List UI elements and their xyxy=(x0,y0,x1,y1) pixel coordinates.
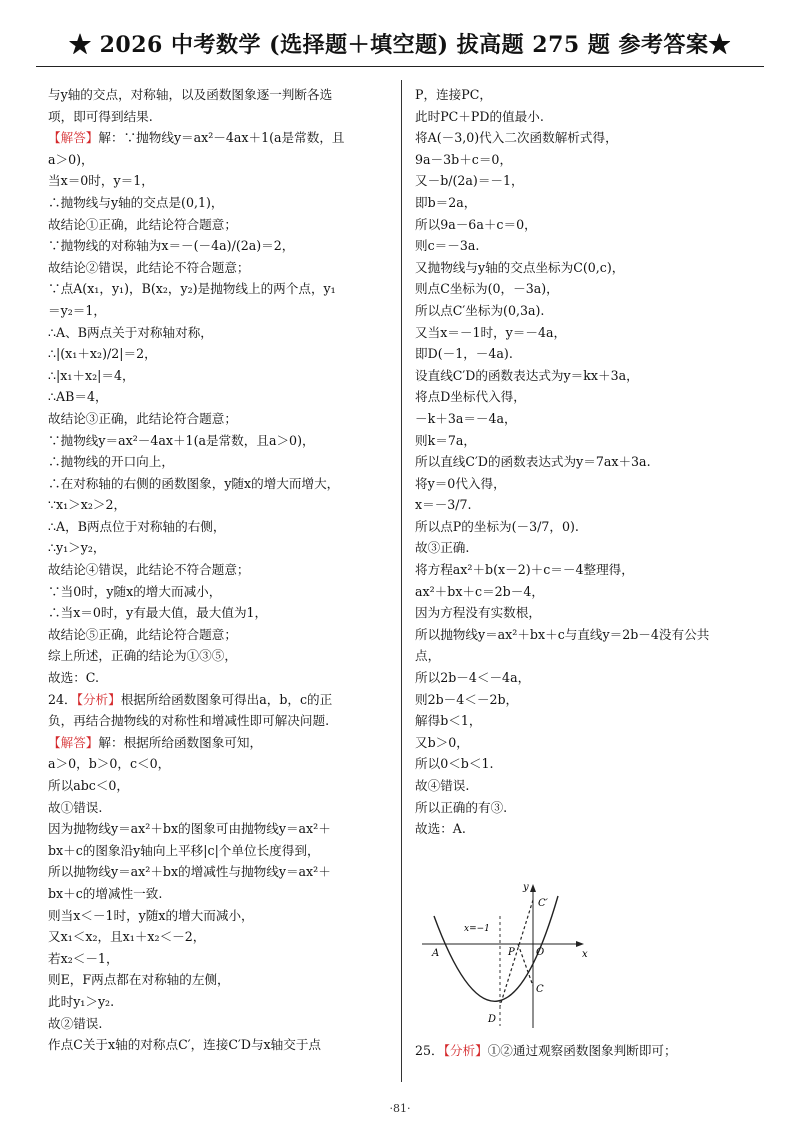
text-line xyxy=(415,494,765,516)
line-text: 则E，F两点都在对称轴的左侧， xyxy=(48,972,230,988)
text-line xyxy=(48,214,386,236)
line-text: 则点C坐标为(0，－3a)， xyxy=(415,281,559,297)
text-line xyxy=(415,235,765,257)
line-text: 故结论①正确，此结论符合题意； xyxy=(48,216,237,232)
line-text: ∴A，B两点位于对称轴的右侧， xyxy=(48,518,226,534)
analysis-text: ①②通过观察函数图象判断即可； xyxy=(487,1043,677,1058)
line-text: 又－b/(2a)＝－1， xyxy=(415,173,524,189)
line-text: 此时y₁＞y₂. xyxy=(48,993,115,1009)
text-line xyxy=(48,257,386,279)
x-axis-arrow xyxy=(576,941,584,947)
text-line xyxy=(415,343,765,365)
text-line xyxy=(415,192,765,214)
line-text: 则当x＜－1时，y随x的增大而减小， xyxy=(48,907,254,923)
text-line xyxy=(415,408,765,430)
line-text: 故③正确. xyxy=(415,540,470,556)
text-line xyxy=(48,278,386,300)
text-line xyxy=(48,192,386,214)
text-line xyxy=(48,861,386,883)
text-line xyxy=(48,1034,386,1056)
line-text: ∵抛物线的对称轴为x＝－(－4a)/(2a)＝2， xyxy=(48,238,295,254)
line-text: 即D(－1，－4a). xyxy=(415,346,513,362)
answer-tag: 【解答】 xyxy=(48,734,99,750)
text-line xyxy=(415,732,765,754)
text-line xyxy=(48,127,386,149)
line-text: 作点C关于x轴的对称点C′，连接C′D与x轴交于点 xyxy=(48,1037,322,1053)
label-x: x xyxy=(582,949,588,960)
text-line xyxy=(48,645,386,667)
text-line xyxy=(415,710,765,732)
text-line xyxy=(415,127,765,149)
line-text: 故结论⑤正确，此结论符合题意； xyxy=(48,626,237,642)
text-line xyxy=(48,710,386,732)
text-line xyxy=(415,645,765,667)
question-number: 25． xyxy=(415,1043,444,1058)
text-line xyxy=(48,537,386,559)
line-text: 故①错误. xyxy=(48,799,103,815)
text-line xyxy=(48,905,386,927)
label-c: C xyxy=(536,984,544,995)
line-text: ∵点A(x₁，y₁)，B(x₂，y₂)是抛物线上的两个点，y₁ xyxy=(48,281,336,297)
text-line xyxy=(415,365,765,387)
line-text: 所以点P的坐标为(－3/7，0). xyxy=(415,518,579,534)
line-text: ∵当0时，y随x的增大而减小， xyxy=(48,583,222,599)
line-text: 项，即可得到结果. xyxy=(48,108,153,124)
line-text: ∴在对称轴的右侧的函数图象，y随x的增大而增大， xyxy=(48,475,340,491)
label-y: y xyxy=(523,882,529,893)
line-text: 所以抛物线y＝ax²＋bx＋c与直线y＝2b－4没有公共 xyxy=(415,626,710,642)
line-text: 所以抛物线y＝ax²＋bx的增减性与抛物线y＝ax²＋ xyxy=(48,864,331,880)
text-line xyxy=(415,689,765,711)
line-text: 当x＝0时，y＝1， xyxy=(48,173,154,189)
line-text: ＝y₂＝1， xyxy=(48,302,106,318)
line-text: 将点D坐标代入得， xyxy=(415,389,526,405)
label-a: A xyxy=(432,948,440,959)
text-line xyxy=(48,689,386,711)
text-line xyxy=(48,840,386,862)
text-line xyxy=(48,235,386,257)
line-text: 此时PC＋PD的值最小. xyxy=(415,108,544,124)
line-text: 故结论②错误，此结论不符合题意； xyxy=(48,259,250,275)
page-number: ·81· xyxy=(389,1102,411,1115)
question-25 xyxy=(415,1040,677,1062)
text-line xyxy=(415,602,765,624)
line-text: 则2b－4＜－2b， xyxy=(415,691,519,707)
line-text: 所以abc＜0， xyxy=(48,778,130,793)
line-text: 所以正确的有③. xyxy=(415,799,508,815)
text-line xyxy=(415,386,765,408)
text-line xyxy=(48,451,386,473)
text-line xyxy=(415,753,765,775)
line-text: 解得b＜1， xyxy=(415,713,482,729)
line-text: ∴抛物线的开口向上， xyxy=(48,454,174,470)
text-line xyxy=(48,473,386,495)
text-line xyxy=(415,300,765,322)
line-text: 9a－3b＋c＝0， xyxy=(415,151,513,167)
line-text: 故选：C. xyxy=(48,670,99,686)
text-line xyxy=(48,602,386,624)
line-text: 又抛物线与y轴的交点坐标为C(0,c)， xyxy=(415,259,625,275)
text-line xyxy=(415,278,765,300)
text-line xyxy=(48,84,386,106)
text-line xyxy=(48,559,386,581)
label-c-prime: C′ xyxy=(538,898,548,909)
text-line xyxy=(48,624,386,646)
label-o: O xyxy=(536,947,545,958)
text-line xyxy=(48,753,386,775)
text-line xyxy=(415,516,765,538)
line-text: 又b＞0， xyxy=(415,734,469,750)
line-text: 故结论④错误，此结论不符合题意； xyxy=(48,562,250,578)
right-column xyxy=(415,84,765,840)
line-text: ∴抛物线与y轴的交点是(0,1)， xyxy=(48,194,224,210)
text-line xyxy=(48,775,386,797)
line-text: ∴|(x₁＋x₂)/2|＝2， xyxy=(48,346,157,362)
text-line xyxy=(48,797,386,819)
text-line xyxy=(48,343,386,365)
analysis-tag: 【分析】 xyxy=(443,1043,488,1058)
left-column xyxy=(48,84,386,1056)
text-line xyxy=(48,1013,386,1035)
label-d: D xyxy=(488,1014,497,1025)
line-text: 又当x＝－1时，y＝－4a， xyxy=(415,324,567,340)
text-line xyxy=(48,322,386,344)
text-line xyxy=(48,494,386,516)
text-line xyxy=(48,732,386,754)
page-title: ★ 2026 中考数学 (选择题＋填空题) 拔高题 275 题 参考答案★ xyxy=(68,32,732,58)
line-text: 将A(－3,0)代入二次函数解析式得， xyxy=(415,130,618,146)
line-text: 将y＝0代入得， xyxy=(415,475,506,491)
text-line xyxy=(48,516,386,538)
line-text: ∴A、B两点关于对称轴对称， xyxy=(48,324,213,340)
line-text: ∴|x₁＋x₂|＝4， xyxy=(48,367,135,383)
text-line xyxy=(415,149,765,171)
line-text: 所以点C′坐标为(0,3a). xyxy=(415,302,545,318)
text-line xyxy=(48,926,386,948)
line-text: 若x₂＜－1， xyxy=(48,950,119,966)
y-axis-arrow xyxy=(530,884,536,892)
text-line xyxy=(48,149,386,171)
line-text: 所以9a－6a＋c＝0， xyxy=(415,216,537,232)
line-text: 解：根据所给函数图象可知， xyxy=(98,734,263,750)
line-text: ax²＋bx＋c＝2b－4， xyxy=(415,583,544,599)
line-text: 所以2b－4＜－4a， xyxy=(415,670,531,686)
line-text: 所以直线C′D的函数表达式为y＝7ax＋3a. xyxy=(415,454,651,470)
text-line xyxy=(415,257,765,279)
line-text: 综上所述，正确的结论为①③⑤， xyxy=(48,648,237,664)
text-line xyxy=(48,430,386,452)
text-line xyxy=(48,948,386,970)
question-number: 24． xyxy=(48,691,77,707)
line-text: 解：∵抛物线y＝ax²－4ax＋1(a是常数，且 xyxy=(98,130,345,146)
text-line xyxy=(415,451,765,473)
line-text: 又x₁＜x₂，且x₁＋x₂＜－2， xyxy=(48,929,206,945)
text-line xyxy=(48,969,386,991)
text-line xyxy=(415,797,765,819)
text-line xyxy=(415,430,765,452)
text-line xyxy=(48,581,386,603)
parabola-figure xyxy=(418,876,593,1036)
line-text: x＝－3/7. xyxy=(415,497,472,513)
line-text: 故结论③正确，此结论符合题意； xyxy=(48,410,237,426)
line-text: 因为抛物线y＝ax²＋bx的图象可由抛物线y＝ax²＋ xyxy=(48,821,331,837)
answer-tag: 【解答】 xyxy=(48,130,99,146)
line-text: 因为方程没有实数根， xyxy=(415,605,541,621)
line-text: 根据所给函数图象可得出a，b，c的正 xyxy=(120,691,333,707)
line-text: 则k＝7a， xyxy=(415,432,476,448)
text-line xyxy=(415,106,765,128)
line-text: ∴AB＝4， xyxy=(48,389,108,405)
line-text: ∴当x＝0时，y有最大值，最大值为1， xyxy=(48,605,268,621)
header-divider xyxy=(36,66,764,67)
text-line xyxy=(415,775,765,797)
line-text: －k＋3a＝－4a， xyxy=(415,410,517,426)
label-symmetry: x=−1 xyxy=(464,924,490,934)
text-line xyxy=(48,408,386,430)
answer-tag: 【分析】 xyxy=(76,691,121,707)
line-pc xyxy=(518,944,533,986)
text-line xyxy=(415,170,765,192)
line-text: 则c＝－3a. xyxy=(415,238,480,254)
text-line xyxy=(415,581,765,603)
line-text: 所以0＜b＜1. xyxy=(415,756,494,772)
text-line xyxy=(415,559,765,581)
text-line xyxy=(48,386,386,408)
text-line xyxy=(415,473,765,495)
text-line xyxy=(48,818,386,840)
line-text: 故②错误. xyxy=(48,1015,103,1031)
line-text: ∵抛物线y＝ax²－4ax＋1(a是常数，且a＞0)， xyxy=(48,432,315,448)
text-line xyxy=(48,365,386,387)
text-line xyxy=(415,667,765,689)
text-line xyxy=(48,991,386,1013)
text-line xyxy=(415,214,765,236)
text-line xyxy=(48,300,386,322)
text-line xyxy=(415,322,765,344)
line-text: bx＋c的图象沿y轴向上平移|c|个单位长度得到， xyxy=(48,842,320,858)
text-line xyxy=(48,106,386,128)
line-text: 与y轴的交点，对称轴，以及函数图象逐一判断各选 xyxy=(48,87,333,102)
line-text: ∵x₁＞x₂＞2， xyxy=(48,497,127,513)
text-line xyxy=(415,84,765,106)
line-text: 设直线C′D的函数表达式为y＝kx＋3a， xyxy=(415,367,639,383)
text-line xyxy=(48,667,386,689)
line-text: 故④错误. xyxy=(415,778,470,793)
line-text: 将方程ax²＋b(x－2)＋c＝－4整理得， xyxy=(415,562,634,578)
line-text: a＞0，b＞0，c＜0， xyxy=(48,756,171,772)
line-text: 点， xyxy=(415,648,441,664)
column-divider xyxy=(401,80,402,1082)
line-text: bx＋c的增减性一致. xyxy=(48,885,163,901)
line-text: ∴y₁＞y₂， xyxy=(48,540,106,556)
text-line xyxy=(415,624,765,646)
line-text: P，连接PC， xyxy=(415,87,492,102)
line-text: 故选：A. xyxy=(415,821,466,837)
text-line xyxy=(48,170,386,192)
line-text: 即b＝2a， xyxy=(415,194,477,210)
text-line xyxy=(48,883,386,905)
text-line xyxy=(415,537,765,559)
text-line xyxy=(415,818,765,840)
line-text: a＞0)， xyxy=(48,151,94,167)
line-text: 负，再结合抛物线的对称性和增减性即可解决问题. xyxy=(48,713,330,729)
label-p: P xyxy=(508,947,515,958)
